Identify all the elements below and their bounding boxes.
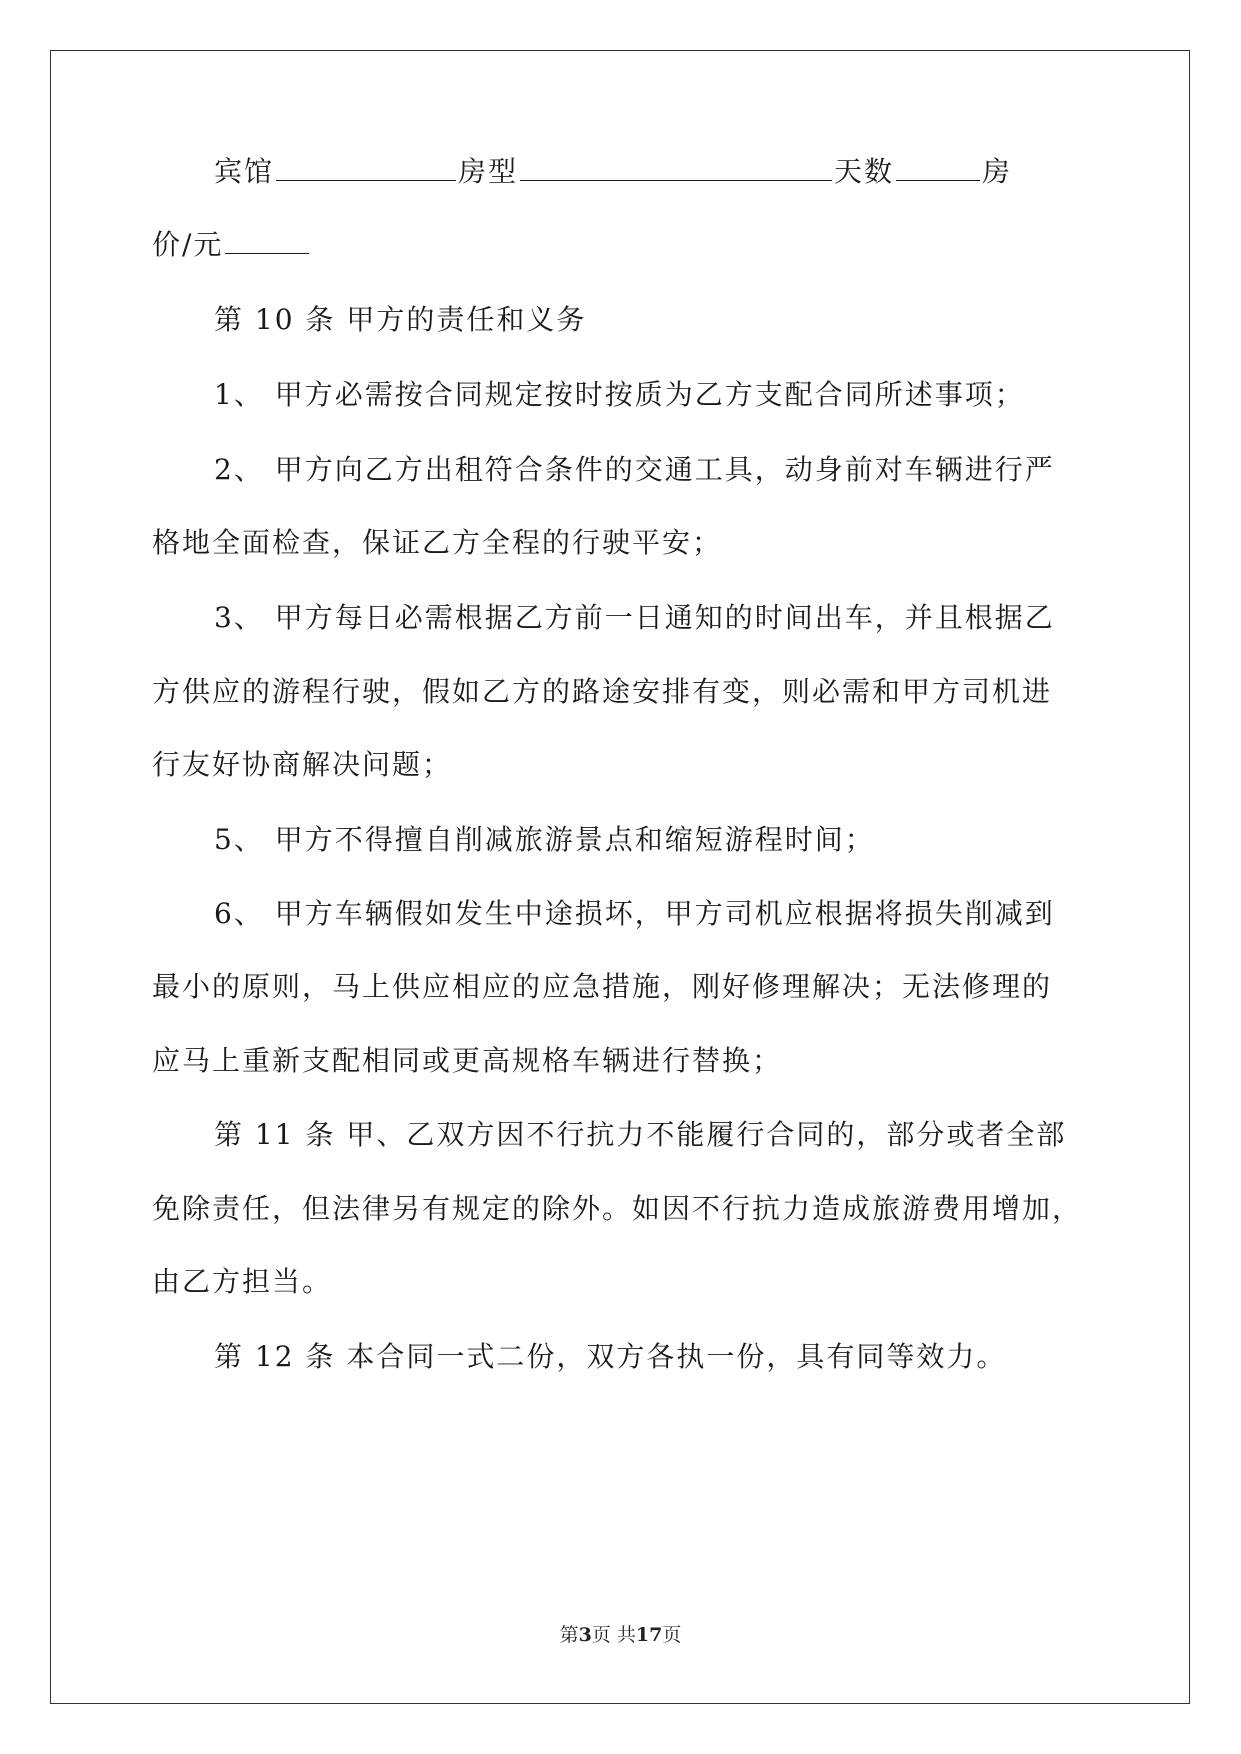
- item-2-line-2: 格地全面检查，保证乙方全程的行驶平安；: [152, 526, 723, 559]
- hotel-blank[interactable]: [276, 152, 456, 181]
- page-current: 3: [578, 1624, 592, 1646]
- article-11-line-3: 由乙方担当。: [152, 1265, 333, 1298]
- page-total: 17: [635, 1624, 663, 1646]
- room-type-blank[interactable]: [520, 152, 832, 181]
- item-1: 1、 甲方必需按合同规定按时按质为乙方支配合同所述事项；: [214, 378, 1025, 411]
- page-suffix: 页: [662, 1624, 682, 1646]
- item-5: 5、 甲方不得擅自削减旅游景点和缩短游程时间；: [214, 823, 875, 856]
- item-6-line-3: 应马上重新支配相同或更高规格车辆进行替换；: [152, 1044, 783, 1077]
- page-prefix: 第: [559, 1624, 579, 1646]
- price-label-part1: 房: [982, 155, 1013, 188]
- page-mid: 页 共: [591, 1624, 636, 1646]
- article-11-line-2: 免除责任，但法律另有规定的除外。如因不行抗力造成旅游费用增加，: [152, 1192, 1083, 1225]
- hotel-label: 宾馆: [214, 155, 275, 188]
- price-blank[interactable]: [225, 225, 309, 254]
- page-frame: [50, 50, 1190, 1704]
- item-3-line-1: 3、 甲方每日必需根据乙方前一日通知的时间出车，并且根据乙: [214, 601, 1055, 634]
- item-6-line-2: 最小的原则，马上供应相应的应急措施，刚好修理解决；无法修理的: [152, 970, 1053, 1003]
- article-10-title: 第 10 条 甲方的责任和义务: [214, 303, 587, 336]
- room-type-label: 房型: [458, 155, 519, 188]
- article-12: 第 12 条 本合同一式二份，双方各执一份，具有同等效力。: [214, 1340, 1007, 1373]
- article-11-line-1: 第 11 条 甲、乙双方因不行抗力不能履行合同的，部分或者全部: [214, 1118, 1067, 1151]
- item-3-line-3: 行友好协商解决问题；: [152, 748, 453, 781]
- item-3-line-2: 方供应的游程行驶，假如乙方的路途安排有变，则必需和甲方司机进: [152, 675, 1053, 708]
- item-6-line-1: 6、 甲方车辆假如发生中途损坏，甲方司机应根据将损失削减到: [214, 897, 1055, 930]
- days-blank[interactable]: [896, 152, 980, 181]
- item-2-line-1: 2、 甲方向乙方出租符合条件的交通工具，动身前对车辆进行严: [214, 453, 1055, 486]
- form-line: [214, 152, 1012, 192]
- days-label: 天数: [834, 155, 895, 188]
- price-line: [152, 225, 311, 265]
- price-label-part2: 价/元: [152, 228, 224, 261]
- page-footer: [0, 1622, 1241, 1648]
